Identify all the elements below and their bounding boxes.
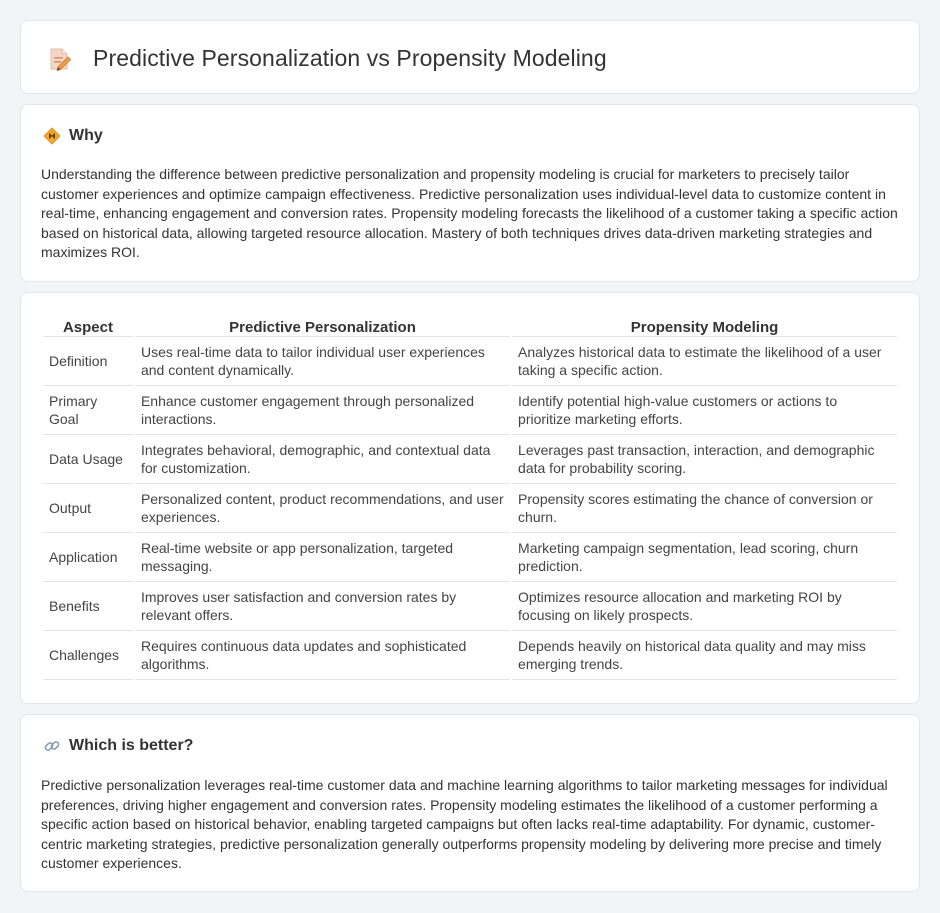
table-header-row bbox=[43, 315, 897, 337]
aspect-cell: Data Usage bbox=[43, 435, 133, 484]
comparison-card bbox=[20, 292, 920, 704]
predictive-cell: Integrates behavioral, demographic, and contextual data for customization. bbox=[135, 435, 510, 484]
propensity-cell: Propensity scores estimating the chance of conversion or churn. bbox=[512, 484, 897, 533]
predictive-cell: Real-time website or app personalization, targeted messaging. bbox=[135, 533, 510, 582]
propensity-cell: Marketing campaign segmentation, lead scoring, churn prediction. bbox=[512, 533, 897, 582]
propensity-cell: Depends heavily on historical data quality and may miss emerging trends. bbox=[512, 631, 897, 680]
aspect-cell: Application bbox=[43, 533, 133, 582]
propensity-cell: Optimizes resource allocation and marketing ROI by focusing on likely prospects. bbox=[512, 582, 897, 631]
predictive-cell: Requires continuous data updates and sophisticated algorithms. bbox=[135, 631, 510, 680]
title-row bbox=[47, 45, 607, 72]
diamond-sign-icon bbox=[43, 127, 61, 145]
predictive-cell: Enhance customer engagement through personalized interactions. bbox=[135, 386, 510, 435]
table-row bbox=[43, 386, 897, 435]
why-card bbox=[20, 104, 920, 282]
comparison-table bbox=[41, 315, 899, 680]
header-aspect: Aspect bbox=[43, 315, 133, 337]
predictive-cell: Uses real-time data to tailor individual user experiences and content dynamically. bbox=[135, 337, 510, 386]
why-heading bbox=[43, 127, 103, 145]
table-row bbox=[43, 337, 897, 386]
propensity-cell: Leverages past transaction, interaction, and demographic data for probability scoring. bbox=[512, 435, 897, 484]
table-row bbox=[43, 435, 897, 484]
why-title: Why bbox=[69, 127, 103, 144]
table-row bbox=[43, 533, 897, 582]
better-body: Predictive personalization leverages real-time customer data and machine learning algorithms to tailor marketing messages for individual preferences, driving higher engagement and conversion rates. Propensity modeling estimates the likelihood of a customer performing a specific action based on historical behavior, enabling targeted campaigns but often lacks real-time adaptability. For dynamic, customer-centric marketing strategies, predictive personalization generally outperforms propensity modeling by delivering more precise and timely customer experiences. bbox=[41, 777, 888, 871]
propensity-cell: Analyzes historical data to estimate the likelihood of a user taking a specific action. bbox=[512, 337, 897, 386]
table-row bbox=[43, 484, 897, 533]
page-title: Predictive Personalization vs Propensity Modeling bbox=[93, 45, 607, 71]
link-icon bbox=[43, 737, 61, 755]
title-card bbox=[20, 20, 920, 94]
predictive-cell: Improves user satisfaction and conversion rates by relevant offers. bbox=[135, 582, 510, 631]
document-pencil-icon bbox=[47, 46, 73, 72]
aspect-cell: Output bbox=[43, 484, 133, 533]
better-card bbox=[20, 714, 920, 892]
header-propensity-modeling: Propensity Modeling bbox=[512, 315, 897, 337]
propensity-cell: Identify potential high-value customers or actions to prioritize marketing efforts. bbox=[512, 386, 897, 435]
table-row bbox=[43, 582, 897, 631]
better-heading bbox=[43, 737, 193, 755]
aspect-cell: Primary Goal bbox=[43, 386, 133, 435]
aspect-cell: Challenges bbox=[43, 631, 133, 680]
aspect-cell: Benefits bbox=[43, 582, 133, 631]
why-body: Understanding the difference between predictive personalization and propensity modeling is crucial for marketers to precisely tailor customer experiences and optimize campaign effectiveness. Predictive personalization uses individual-level data to customize content in real-time, enhancing engagement and conversion rates. Propensity modeling forecasts the likelihood of a customer taking a specific action based on historical data, allowing targeted resource allocation. Mastery of both techniques drives data-driven marketing strategies and maximizes ROI. bbox=[41, 166, 898, 260]
better-title: Which is better? bbox=[69, 737, 194, 754]
header-predictive-personalization: Predictive Personalization bbox=[135, 315, 510, 337]
table-row bbox=[43, 631, 897, 680]
aspect-cell: Definition bbox=[43, 337, 133, 386]
predictive-cell: Personalized content, product recommendations, and user experiences. bbox=[135, 484, 510, 533]
